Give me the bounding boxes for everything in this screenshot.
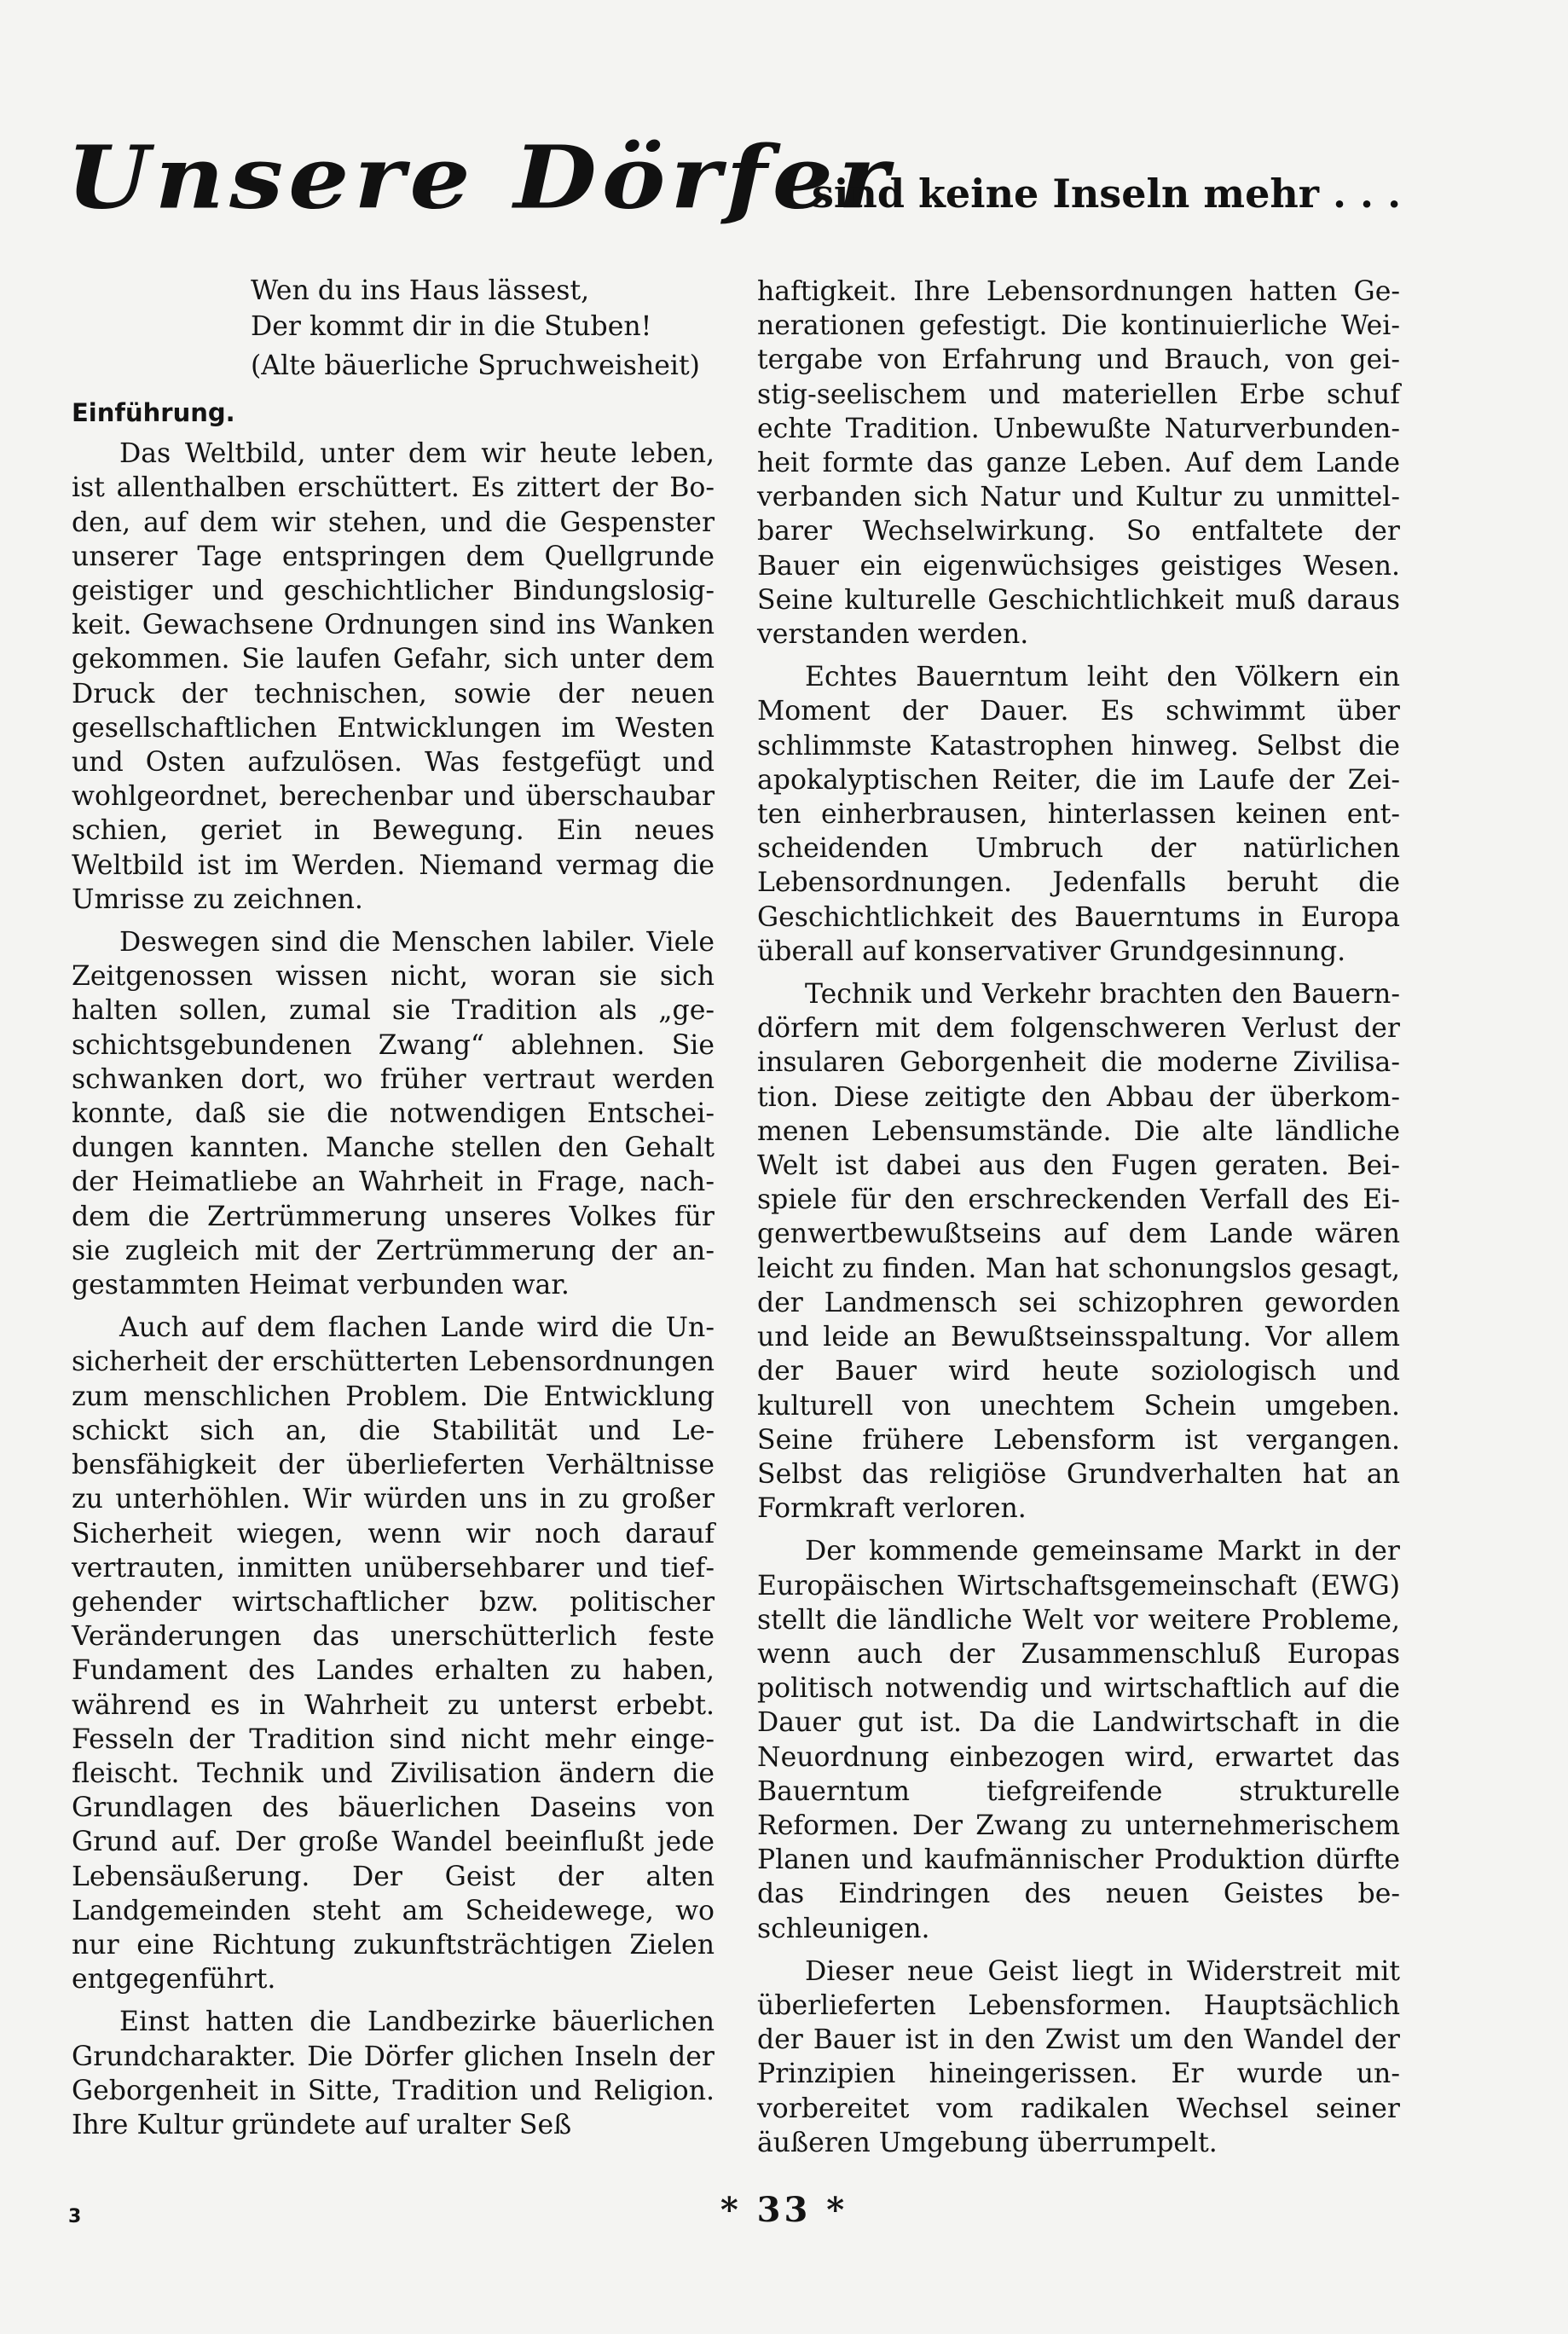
signature-mark: 3 (68, 2206, 82, 2227)
motto (251, 273, 715, 384)
motto-line-1: Wen du ins Haus lässest, (251, 275, 590, 306)
paragraph: Deswegen sind die Menschen labiler. Viele Zeitgenossen wissen nicht, woran sie sich halten sollen, zumal sie Tradition als „geschichtsgebundenen Zwang“ ablehnen. Sie schwanken dort, wo früher vertraut werden konnte, daß sie die notwendigen Entscheidungen kannten. Manche stellen den Gehalt der Heimatliebe an Wahrheit in Frage, nachdem die Zertrümmerung unseres Volkes für sie zugleich mit der Zertrümmerung der angestammten Heimat verbunden war. (72, 927, 715, 1301)
page-number: * 33 * (720, 2190, 848, 2230)
paragraph: Einst hatten die Landbezirke bäuerlichen Grundcharakter. Die Dörfer glichen Inseln der Geborgenheit in Sitte, Tradition und Religion. Ihre Kultur gründete auf uralter Seß (72, 2007, 715, 2140)
motto-source: (Alte bäuerliche Spruchweisheit) (251, 350, 700, 381)
left-column (72, 273, 715, 2151)
paragraph: Echtes Bauerntum leiht den Völkern ein Moment der Dauer. Es schwimmt über schlimmste Katastrophen hinweg. Selbst die apokalyptischen Reiter, die im Laufe der Zeiten einherbrausen, hinterlassen keinen entscheidenden Umbruch der natürlichen Lebensordnungen. Jedenfalls beruht die Geschichtlichkeit des Bauerntums in Europa überall auf konservativer Grundgesinnung. (757, 662, 1400, 967)
paragraph: Dieser neue Geist liegt in Widerstreit mit überlieferten Lebensformen. Hauptsächlich der Bauer ist in den Zwist um den Wandel der Prinzipien hineingerissen. Er wurde unvorbereitet vom radikalen Wechsel seiner äußeren Umgebung überrumpelt. (757, 1955, 1400, 2158)
title-rest: sind keine Inseln mehr . . . (812, 171, 1402, 217)
title-script-part: Unsere Dörfer (67, 128, 894, 229)
paragraph: Auch auf dem flachen Lande wird die Unsicherheit der erschütterten Lebensordnungen zum menschlichen Problem. Die Entwicklung schickt sich an, die Stabilität und Lebensfähigkeit der überlieferten Verhältnisse zu unterhöhlen. Wir würden uns in zu großer Sicherheit wiegen, wenn wir noch darauf vertrauten, inmitten unübersehbarer und tiefgehender wirtschaftlicher bzw. politischer Veränderungen das unerschütterlich feste Fundament des Landes erhalten zu haben, während es in Wahrheit zu unterst erbebt. Fesseln der Tradition sind nicht mehr eingefleischt. Technik und Zivilisation ändern die Grundlagen des bäuerlichen Daseins von Grund auf. Der große Wandel beeinflußt jede Lebensäußerung. Der Geist der alten Landgemeinden steht am Scheidewege, wo nur eine Richtung zukunftsträchtigen Zielen entgegenführt. (72, 1312, 715, 1995)
paragraph: haftigkeit. Ihre Lebensordnungen hatten Generationen gefestigt. Die kontinuierliche Weitergabe von Erfahrung und Brauch, von geistig-seelischem und materiellen Erbe schuf echte Tradition. Unbewußte Naturverbundenheit formte das ganze Leben. Auf dem Lande verbanden sich Natur und Kultur zu unmittelbarer Wechselwirkung. So entfaltete der Bauer ein eigenwüchsiges geistiges Wesen. Seine kulturelle Geschichtlichkeit muß daraus verstanden werden. (757, 276, 1400, 651)
section-heading: Einführung. (72, 398, 235, 427)
motto-line-2: Der kommt dir in die Stuben! (251, 311, 652, 342)
paragraph: Technik und Verkehr brachten den Bauerndörfern mit dem folgenschweren Verlust der insularen Geborgenheit die moderne Zivilisation. Diese zeitigte den Abbau der überkommenen Lebensumstände. Die alte ländliche Welt ist dabei aus den Fugen geraten. Beispiele für den erschreckenden Verfall des Eigenwertbewußtseins auf dem Lande wären leicht zu finden. Man hat schonungslos gesagt, der Landmensch sei schizophren geworden und leide an Bewußtseinsspaltung. Vor allem der Bauer wird heute soziologisch und kulturell von unechtem Schein umgeben. Seine frühere Lebensform ist vergangen. Selbst das religiöse Grundverhalten hat an Formkraft verloren. (757, 979, 1400, 1525)
right-column (757, 275, 1400, 2169)
paragraph: Das Weltbild, unter dem wir heute leben, ist allenthalben erschüttert. Es zittert der Boden, auf dem wir stehen, und die Gespenster unserer Tage entspringen dem Quellgrunde geistiger und geschichtlicher Bindungslosigkeit. Gewachsene Ordnungen sind ins Wanken gekommen. Sie laufen Gefahr, sich unter dem Druck der technischen, sowie der neuen gesellschaftlichen Entwicklungen im Westen und Osten aufzulösen. Was festgefügt und wohlgeordnet, berechenbar und überschaubar schien, geriet in Bewegung. Ein neues Weltbild ist im Werden. Niemand vermag die Umrisse zu zeichnen. (72, 438, 715, 915)
paragraph: Der kommende gemeinsame Markt in der Europäischen Wirtschaftsgemeinschaft (EWG) stellt die ländliche Welt vor weitere Probleme, wenn auch der Zusammenschluß Europas politisch notwendig und wirtschaftlich auf die Dauer gut ist. Da die Landwirtschaft in die Neuordnung einbezogen wird, erwartet das Bauerntum tiefgreifende strukturelle Reformen. Der Zwang zu unternehmerischem Planen und kaufmännischer Produktion dürfte das Eindringen des neuen Geistes beschleunigen. (757, 1536, 1400, 1944)
article-title (67, 128, 1516, 247)
